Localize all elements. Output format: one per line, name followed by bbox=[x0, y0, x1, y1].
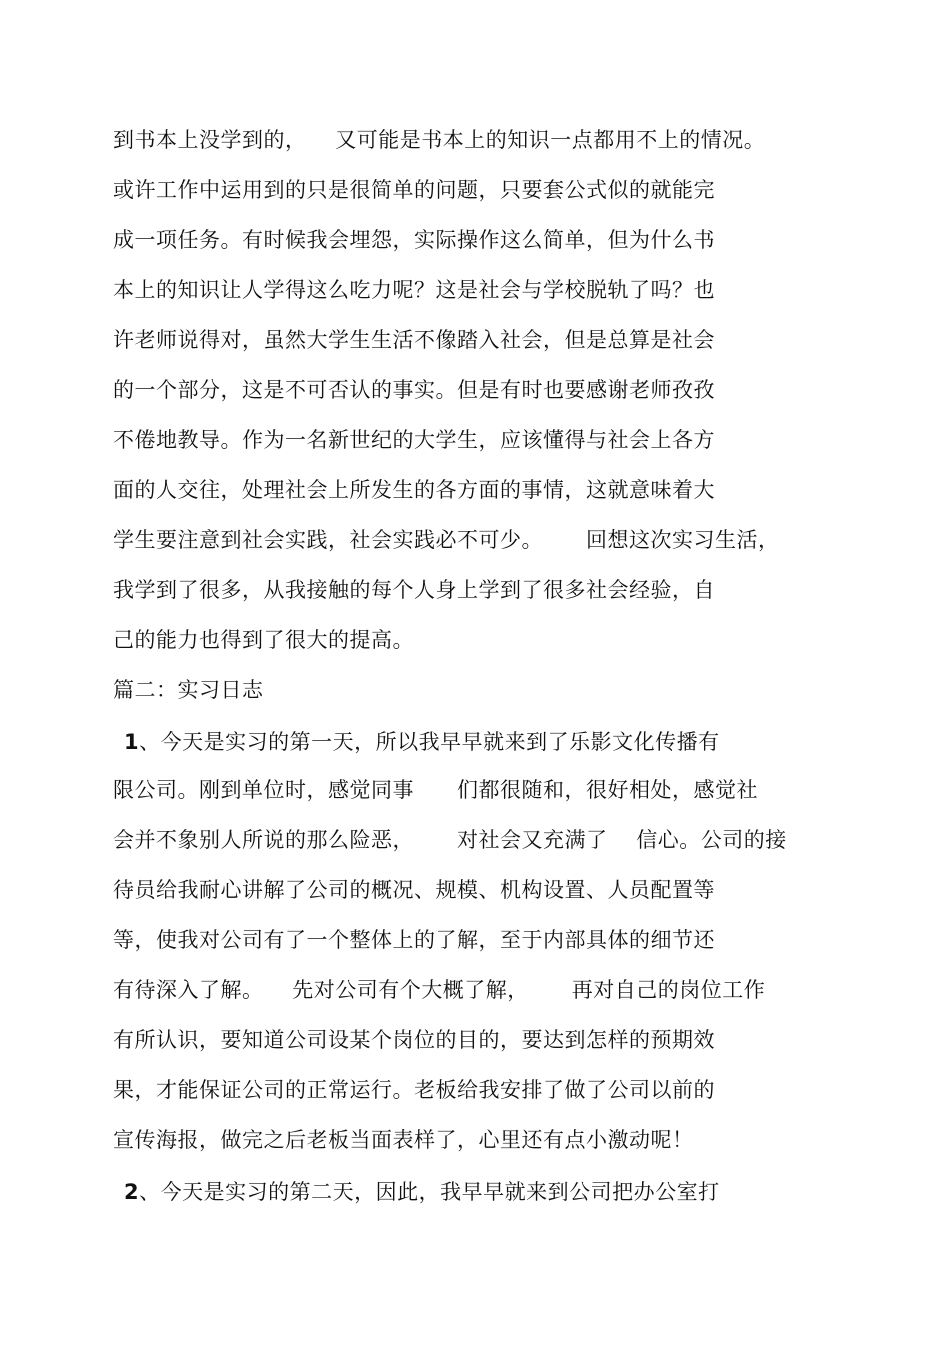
paragraph-line: 我学到了很多，从我接触的每个人身上学到了很多社会经验，自 bbox=[113, 578, 715, 602]
paragraph-line: 成一项任务。有时候我会埋怨，实际操作这么简单，但为什么书 bbox=[113, 228, 715, 252]
paragraph-line: 不倦地教导。作为一名新世纪的大学生，应该懂得与社会上各方 bbox=[113, 428, 715, 452]
paragraph-line: 会并不象别人所说的那么险恶， 对社会又充满了 信心。公司的接 bbox=[113, 828, 787, 852]
paragraph-line: 果，才能保证公司的正常运行。老板给我安排了做了公司以前的 bbox=[113, 1078, 715, 1102]
paragraph-line: 待员给我耐心讲解了公司的概况、规模、机构设置、人员配置等 bbox=[113, 878, 715, 902]
paragraph-line: 的一个部分，这是不可否认的事实。但是有时也要感谢老师孜孜 bbox=[113, 378, 715, 402]
paragraph-line: 宣传海报，做完之后老板当面表样了，心里还有点小激动呢！ bbox=[113, 1128, 694, 1152]
entry-text: 、今天是实习的第二天，因此，我早早就来到公司把办公室打 bbox=[139, 1180, 720, 1204]
entry-first-line bbox=[124, 728, 720, 756]
entry-text: 、今天是实习的第一天，所以我早早就来到了乐影文化传播有 bbox=[139, 730, 720, 754]
paragraph-line: 面的人交往，处理社会上所发生的各方面的事情，这就意味着大 bbox=[113, 478, 715, 502]
paragraph-line: 或许工作中运用到的只是很简单的问题，只要套公式似的就能完 bbox=[113, 178, 715, 202]
paragraph-line: 己的能力也得到了很大的提高。 bbox=[113, 628, 414, 652]
entry-number: 1 bbox=[124, 730, 140, 754]
paragraph-line: 本上的知识让人学得这么吃力呢？这是社会与学校脱轨了吗？也 bbox=[113, 278, 715, 302]
paragraph-line: 到书本上没学到的， 又可能是书本上的知识一点都用不上的情况。 bbox=[113, 128, 766, 152]
paragraph-line: 有所认识，要知道公司设某个岗位的目的，要达到怎样的预期效 bbox=[113, 1028, 715, 1052]
entry-first-line bbox=[124, 1178, 720, 1206]
paragraph-line: 许老师说得对，虽然大学生生活不像踏入社会，但是总算是社会 bbox=[113, 328, 715, 352]
paragraph-line: 学生要注意到社会实践，社会实践必不可少。 回想这次实习生活， bbox=[113, 528, 780, 552]
section-title: 篇二：实习日志 bbox=[113, 678, 264, 702]
entry-number: 2 bbox=[124, 1180, 140, 1204]
paragraph-line: 限公司。刚到单位时，感觉同事 们都很随和，很好相处，感觉社 bbox=[113, 778, 759, 802]
paragraph-line: 等，使我对公司有了一个整体上的了解，至于内部具体的细节还 bbox=[113, 928, 715, 952]
paragraph-line: 有待深入了解。 先对公司有个大概了解， 再对自己的岗位工作 bbox=[113, 978, 766, 1002]
